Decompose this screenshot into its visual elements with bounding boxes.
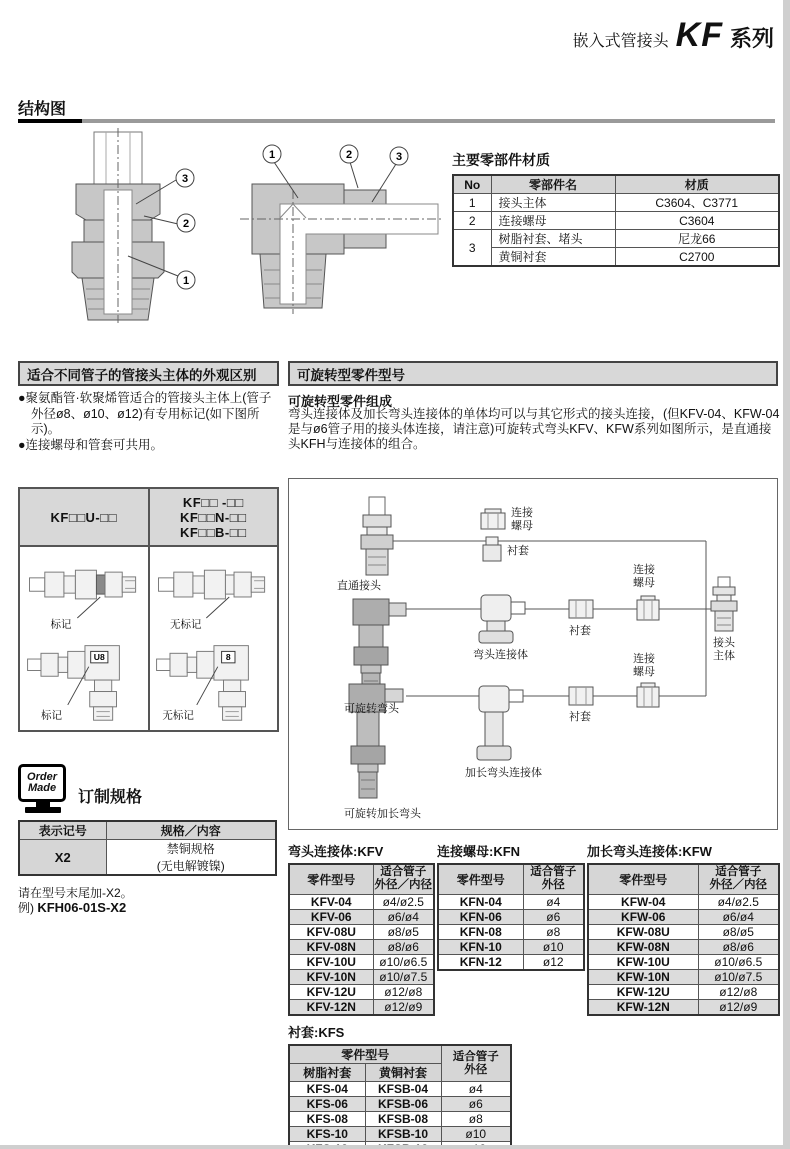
table-row: KFW-12U ø12/ø8 (588, 984, 779, 999)
table-row: KFW-08U ø8/ø5 (588, 924, 779, 939)
rotatable-long-elbow-icon (349, 684, 403, 798)
bullet-item: ●聚氨酯管·软聚烯管适合的管接头主体上(管子外径ø8、ø10、ø12)有专用标记(如下图所示)。 (18, 391, 272, 436)
order-made-title: 订制规格 (78, 789, 143, 806)
appearance-section-title: 适合不同管子的管接头主体的外观区别 (18, 361, 279, 386)
table-row: KFV-10N ø10/ø7.5 (289, 969, 434, 984)
table-row: KFW-12N ø12/ø9 (588, 999, 779, 1015)
table-row: KFV-06 ø6/ø4 (289, 909, 434, 924)
structure-section-title: 结构图 (18, 101, 67, 118)
label-fitting-body: 接头主体 (713, 637, 735, 662)
kfv-panel (288, 841, 435, 1016)
elbow-connector-icon (479, 595, 525, 643)
table-row: KFV-12U ø12/ø8 (289, 984, 434, 999)
table-row: KFS-06 KFSB-06 ø6 (289, 1097, 511, 1112)
svg-text:3: 3 (395, 151, 403, 163)
sleeve-icon (569, 600, 593, 618)
sleeve-icon (569, 687, 593, 705)
table-row: KFS-04 KFSB-04 ø4 (289, 1082, 511, 1097)
connection-nut-icon (637, 596, 659, 620)
table-row: KFV-12N ø12/ø9 (289, 999, 434, 1015)
kfn-title: 连接螺母:KFN (437, 844, 521, 859)
order-made-col-symbol: 表示记号 (19, 821, 106, 840)
kfw-table: 零件型号 适合管子 外径／内径 KFW-04 ø4/ø2.5 KFW-06 ø6/ø4 KFW-08U ø8/ø5 KFW-08N ø8/ø6 KFW-10U ø10/ø6.5 KFW-10N ø10/ø7.5 KFW-12U ø12/ø8 KFW-12N ø12/ø9 (587, 863, 780, 1016)
header-series-suffix: 系列 (729, 26, 774, 51)
straight-fitting-icon (361, 497, 393, 575)
materials-col-no: No (453, 175, 491, 194)
svg-text:1: 1 (182, 275, 190, 287)
label-elbow-connector: 弯头连接体 (473, 649, 528, 661)
svg-text:2: 2 (182, 218, 190, 230)
section-rule (18, 119, 775, 123)
connection-nut-icon (481, 509, 505, 529)
materials-table (452, 174, 780, 267)
header-product-name: 嵌入式管接头 (572, 33, 669, 50)
connection-nut-icon (637, 683, 659, 707)
table-row: X2 禁铜规格 (无电解镀镍) (19, 840, 276, 876)
table-row: KFW-06 ø6/ø4 (588, 909, 779, 924)
materials-title: 主要零部件材质 (452, 152, 550, 168)
structure-cross-section-straight (38, 128, 200, 324)
table-row: KFV-08U ø8/ø5 (289, 924, 434, 939)
table-row: KFN-10 ø10 (438, 939, 584, 954)
rotatable-section-title: 可旋转型零件型号 (288, 361, 778, 386)
table-row: KFW-10N ø10/ø7.5 (588, 969, 779, 984)
table-row: KFN-06 ø6 (438, 909, 584, 924)
grid-cell-marked (19, 546, 149, 731)
svg-text:8: 8 (226, 652, 231, 663)
table-row: 1 接头主体 C3604、C3771 (453, 194, 779, 212)
grid-header-right: KF□□ -□□ KF□□N-□□ KF□□B-□□ (149, 488, 279, 546)
order-made-col-spec: 规格／内容 (106, 821, 276, 840)
long-elbow-connector-icon (477, 686, 523, 760)
table-row: 黄铜衬套 C2700 (453, 248, 779, 267)
table-row: KFV-08N ø8/ø6 (289, 939, 434, 954)
svg-text:U8: U8 (93, 652, 105, 663)
order-made-note: 请在型号末尾加-X2。 (18, 886, 133, 900)
elbow-fitting-marked-drawing (21, 638, 147, 730)
label-straight-fitting: 直通接头 (337, 580, 381, 592)
structure-cross-section-elbow (222, 140, 444, 316)
table-row: 2 连接螺母 C3604 (453, 212, 779, 230)
table-row: KFS-10 KFSB-10 ø10 (289, 1127, 511, 1142)
kfs-panel (288, 1022, 512, 1149)
svg-text:3: 3 (181, 173, 189, 185)
page-edge-shadow (0, 1145, 790, 1149)
table-row: KFW-08N ø8/ø6 (588, 939, 779, 954)
page-header (573, 16, 774, 55)
grid-header-left: KF□□U-□□ (19, 488, 149, 546)
kfv-table: 零件型号 适合管子 外径／内径 KFV-04 ø4/ø2.5 KFV-06 ø6/ø4 KFV-08U ø8/ø5 KFV-08N ø8/ø6 KFV-10U ø10/ø6.5 KFV-10N ø10/ø7.5 KFV-12U ø12/ø8 KFV-12N ø12/ø9 (288, 863, 435, 1016)
straight-fitting-marked-drawing (21, 553, 147, 635)
materials-panel (452, 150, 778, 267)
header-series-code: KF (675, 16, 723, 54)
table-row: KFN-04 ø4 (438, 894, 584, 909)
table-row: KFN-08 ø8 (438, 924, 584, 939)
svg-text:无标记: 无标记 (170, 618, 202, 631)
marking-comparison-table (18, 487, 279, 732)
kfw-title: 加长弯头连接体:KFW (587, 844, 712, 859)
table-row: KFV-04 ø4/ø2.5 (289, 894, 434, 909)
label-sleeve: 衬套 (569, 625, 591, 637)
sleeve-icon (483, 537, 501, 561)
label-connection-nut: 连接螺母 (511, 507, 533, 532)
kfs-title: 衬套:KFS (288, 1025, 345, 1040)
order-made-icon (18, 764, 68, 813)
table-row: KFW-04 ø4/ø2.5 (588, 894, 779, 909)
svg-text:无标记: 无标记 (162, 709, 195, 722)
label-connection-nut: 连接螺母 (633, 653, 655, 678)
label-long-elbow-connector: 加长弯头连接体 (465, 767, 542, 779)
label-connection-nut: 连接螺母 (633, 564, 655, 589)
svg-text:1: 1 (268, 149, 276, 161)
table-row: KFV-10U ø10/ø6.5 (289, 954, 434, 969)
order-made-table (18, 820, 277, 876)
table-row: KFN-12 ø12 (438, 954, 584, 970)
label-sleeve: 衬套 (507, 545, 529, 557)
svg-text:标记: 标记 (40, 709, 62, 722)
materials-col-name: 零部件名 (491, 175, 615, 194)
kfn-table: 零件型号 适合管子 外径 KFN-04 ø4 KFN-06 ø6 KFN-08 ø8 KFN-10 ø10 KFN-12 ø12 (437, 863, 585, 971)
straight-fitting-unmarked-drawing (150, 553, 276, 635)
rotatable-subtitle: 可旋转型零件组成 (288, 394, 393, 409)
label-rotatable-elbow: 可旋转弯头 (344, 703, 399, 715)
label-sleeve: 衬套 (569, 711, 591, 723)
kfw-panel (587, 841, 780, 1016)
order-made-badge-text: Order Made (18, 764, 66, 802)
appearance-notes (18, 391, 281, 453)
materials-col-material: 材质 (615, 175, 779, 194)
grid-cell-unmarked (149, 546, 279, 731)
label-rotatable-long-elbow: 可旋转加长弯头 (344, 808, 421, 820)
rotatable-parts-diagram (288, 478, 778, 830)
rotatable-elbow-icon (353, 599, 406, 696)
fitting-body-icon (711, 577, 737, 631)
table-row: 3 树脂衬套、堵头 尼龙66 (453, 230, 779, 248)
svg-text:标记: 标记 (50, 618, 72, 631)
page-edge-shadow (783, 0, 790, 1149)
order-made-example: 例) KFH06-01S-X2 (18, 900, 127, 915)
kfv-title: 弯头连接体:KFV (288, 844, 384, 859)
table-row: KFS-08 KFSB-08 ø8 (289, 1112, 511, 1127)
rotatable-description: 弯头连接体及加长弯头连接体的单体均可以与其它形式的接头连接，(但KFV-04、KFW-04是与ø6管子用的接头体连接，请注意)可旋转式弯头KFV、KFW系列如图所示，是直通接头KFH与连接体的组合。 (288, 407, 780, 451)
table-row: KFW-10U ø10/ø6.5 (588, 954, 779, 969)
svg-text:2: 2 (345, 149, 353, 161)
bullet-item: ●连接螺母和管套可共用。 (18, 437, 164, 452)
kfs-table: 零件型号 适合管子 外径 树脂衬套 黄铜衬套 KFS-04 KFSB-04 ø4 KFS-06 KFSB-06 ø6 KFS-08 KFSB-08 ø8 KFS-10 KFSB-10 ø10 (288, 1044, 512, 1149)
kfn-panel (437, 841, 585, 971)
elbow-fitting-unmarked-drawing (150, 638, 276, 730)
